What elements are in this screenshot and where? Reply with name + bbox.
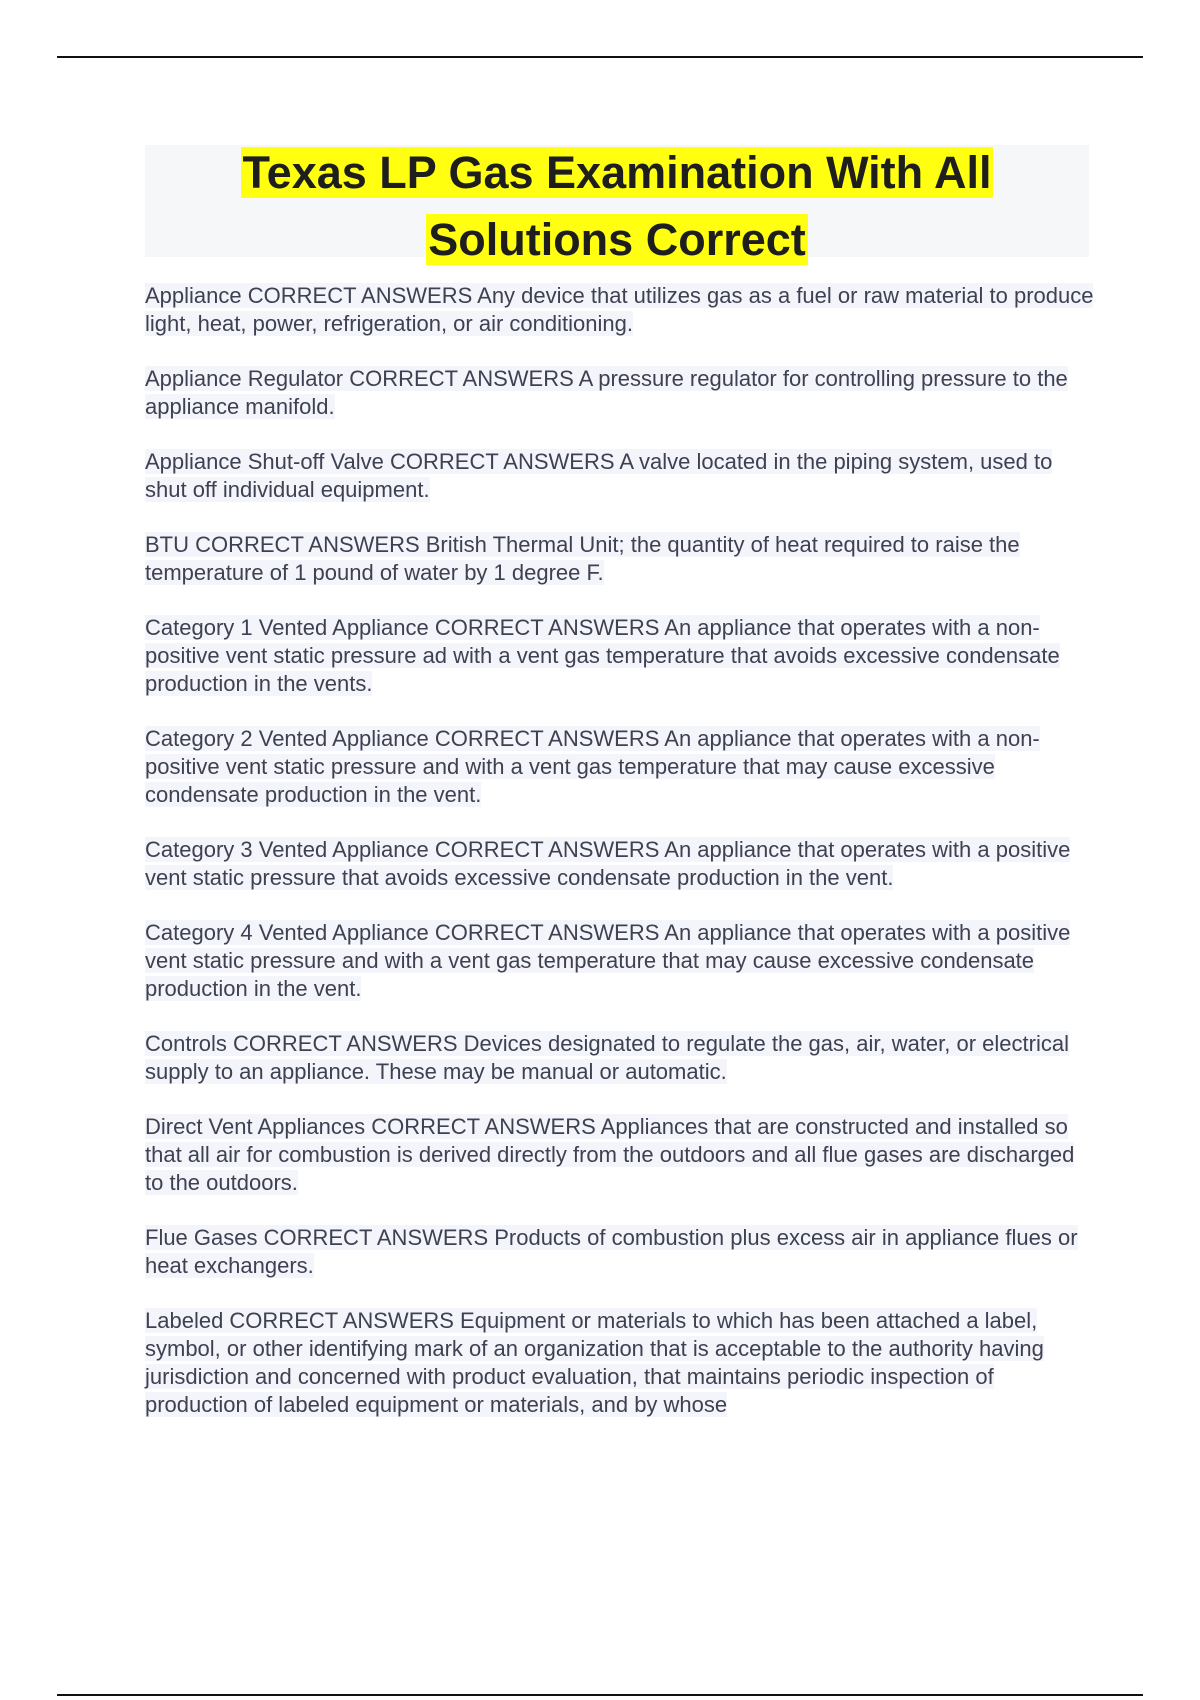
definition-text: Labeled CORRECT ANSWERS Equipment or materials to which has been attached a label, symbol, or other identifying mark of an organization that is acceptable to the authority having jurisdiction and concerned with product evaluation, that maintains periodic inspection of production of labeled equipment or materials, and by whose [145, 1308, 1044, 1417]
definition-text: Appliance CORRECT ANSWERS Any device that utilizes gas as a fuel or raw material to produce light, heat, power, refrigeration, or air conditioning. [145, 283, 1094, 336]
definition-entry [145, 1307, 1095, 1419]
definition-text: Category 2 Vented Appliance CORRECT ANSWERS An appliance that operates with a non-positive vent static pressure and with a vent gas temperature that may cause excessive condensate production in the vent. [145, 726, 1040, 807]
bottom-rule [57, 1694, 1143, 1696]
definition-text: Category 1 Vented Appliance CORRECT ANSWERS An appliance that operates with a non-positive vent static pressure ad with a vent gas temperature that avoids excessive condensate production in the vents. [145, 615, 1060, 696]
definition-entry [145, 1113, 1095, 1197]
definitions-list [145, 282, 1095, 1446]
definition-text: Category 4 Vented Appliance CORRECT ANSWERS An appliance that operates with a positive vent static pressure and with a vent gas temperature that may cause excessive condensate production in the vent. [145, 920, 1071, 1001]
definition-entry [145, 1224, 1095, 1280]
title-line-1 [145, 145, 1089, 212]
definition-entry [145, 448, 1095, 504]
title-text-1: Texas LP Gas Examination With All [242, 147, 992, 198]
definition-entry [145, 725, 1095, 809]
definition-text: BTU CORRECT ANSWERS British Thermal Unit; the quantity of heat required to raise the temperature of 1 pound of water by 1 degree F. [145, 532, 1020, 585]
definition-entry [145, 836, 1095, 892]
definition-text: Direct Vent Appliances CORRECT ANSWERS Appliances that are constructed and installed so that all air for combustion is derived directly from the outdoors and all flue gases are discharged to the outdoors. [145, 1114, 1075, 1195]
top-rule [57, 56, 1143, 58]
definition-text: Appliance Regulator CORRECT ANSWERS A pressure regulator for controlling pressure to the appliance manifold. [145, 366, 1068, 419]
definition-entry [145, 282, 1095, 338]
title-line-2 [145, 212, 1089, 279]
definition-text: Category 3 Vented Appliance CORRECT ANSWERS An appliance that operates with a positive vent static pressure that avoids excessive condensate production in the vent. [145, 837, 1071, 890]
definition-entry [145, 614, 1095, 698]
definition-entry [145, 919, 1095, 1003]
definition-entry [145, 1030, 1095, 1086]
definition-text: Appliance Shut-off Valve CORRECT ANSWERS A valve located in the piping system, used to shut off individual equipment. [145, 449, 1053, 502]
definition-entry [145, 531, 1095, 587]
definition-text: Flue Gases CORRECT ANSWERS Products of combustion plus excess air in appliance flues or heat exchangers. [145, 1225, 1078, 1278]
title-block [145, 145, 1089, 265]
title-text-2: Solutions Correct [428, 214, 806, 265]
definition-text: Controls CORRECT ANSWERS Devices designated to regulate the gas, air, water, or electrical supply to an appliance. These may be manual or automatic. [145, 1031, 1069, 1084]
definition-entry [145, 365, 1095, 421]
